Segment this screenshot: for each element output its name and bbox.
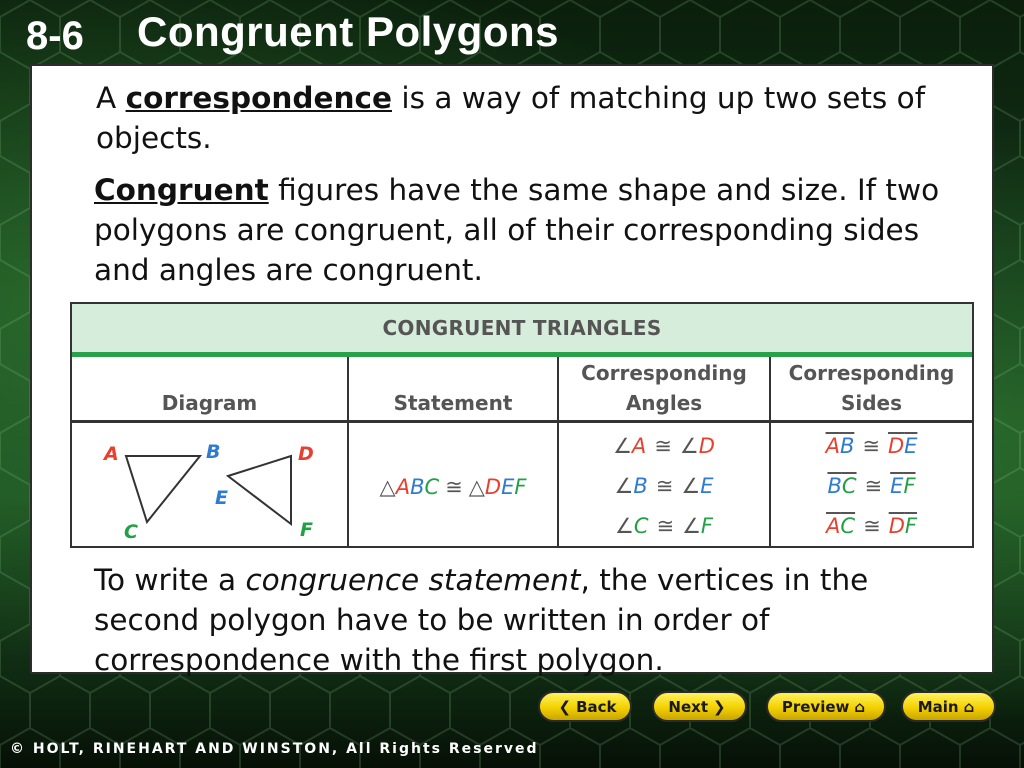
vertex-label-a: A xyxy=(104,443,119,465)
home-icon: ⌂ xyxy=(963,697,975,716)
header-corresponding-angles: Corresponding Angles xyxy=(559,357,769,423)
vertex-label-f: F xyxy=(300,519,313,541)
p3-rest: , the vertices in the second polygon have to be written in order of correspondence with the first polygon. xyxy=(94,563,869,677)
angle-pair: ∠ B ≅ ∠ E xyxy=(614,474,714,498)
main-button[interactable]: Main ⌂ xyxy=(901,691,996,722)
side-pair: AC ≅ DF xyxy=(826,514,917,538)
p1-rest: is a way of matching up two sets of objects. xyxy=(96,81,926,155)
triangle-abc xyxy=(126,456,200,522)
angle-pair: ∠ A ≅ ∠ D xyxy=(613,434,715,458)
term-correspondence: correspondence xyxy=(125,81,392,115)
back-button[interactable]: ❮ Back xyxy=(538,691,632,722)
content-panel xyxy=(30,64,994,677)
chevron-right-icon: ❯ xyxy=(713,697,726,716)
next-button[interactable]: Next ❯ xyxy=(652,691,747,722)
triangle-diagram xyxy=(72,426,347,548)
vertex-label-d: D xyxy=(298,443,314,465)
correspondence-definition xyxy=(96,78,976,158)
angles-cell xyxy=(559,426,769,548)
triangle-def xyxy=(228,456,291,524)
sides-cell xyxy=(771,426,972,548)
lesson-number: 8-6 xyxy=(26,14,84,58)
term-congruence-statement: congruence statement xyxy=(245,563,581,597)
preview-button[interactable]: Preview ⌂ xyxy=(766,691,886,722)
p1-prefix: A xyxy=(96,81,117,115)
congruence-statement-note xyxy=(94,560,974,680)
copyright-text: © HOLT, RINEHART AND WINSTON, All Rights Reserved xyxy=(10,741,539,757)
p2-rest: figures have the same shape and size. If two polygons are congruent, all of their corresponding sides and angles are congruent. xyxy=(94,173,940,287)
diagram-cell xyxy=(72,426,347,548)
side-pair: AB ≅ DE xyxy=(825,434,918,458)
header-diagram: Diagram xyxy=(72,357,347,423)
statement-cell xyxy=(349,426,557,548)
vertex-label-b: B xyxy=(206,441,221,463)
home-icon: ⌂ xyxy=(854,697,866,716)
vertex-label-c: C xyxy=(124,521,138,543)
congruence-statement: △ A B C ≅ △ D E F xyxy=(379,475,527,499)
angle-pair: ∠ C ≅ ∠ F xyxy=(614,514,714,538)
side-pair: BC ≅ EF xyxy=(827,474,916,498)
p3-prefix: To write a xyxy=(94,563,237,597)
term-congruent: Congruent xyxy=(94,173,269,207)
page-title: Congruent Polygons xyxy=(137,8,559,55)
vertex-label-e: E xyxy=(215,487,228,509)
header-corresponding-sides: Corresponding Sides xyxy=(771,357,972,423)
chevron-left-icon: ❮ xyxy=(558,697,572,716)
header-statement: Statement xyxy=(349,357,557,423)
table-title: CONGRUENT TRIANGLES xyxy=(72,304,972,357)
congruent-definition xyxy=(94,170,974,290)
congruent-triangles-table xyxy=(70,302,974,548)
